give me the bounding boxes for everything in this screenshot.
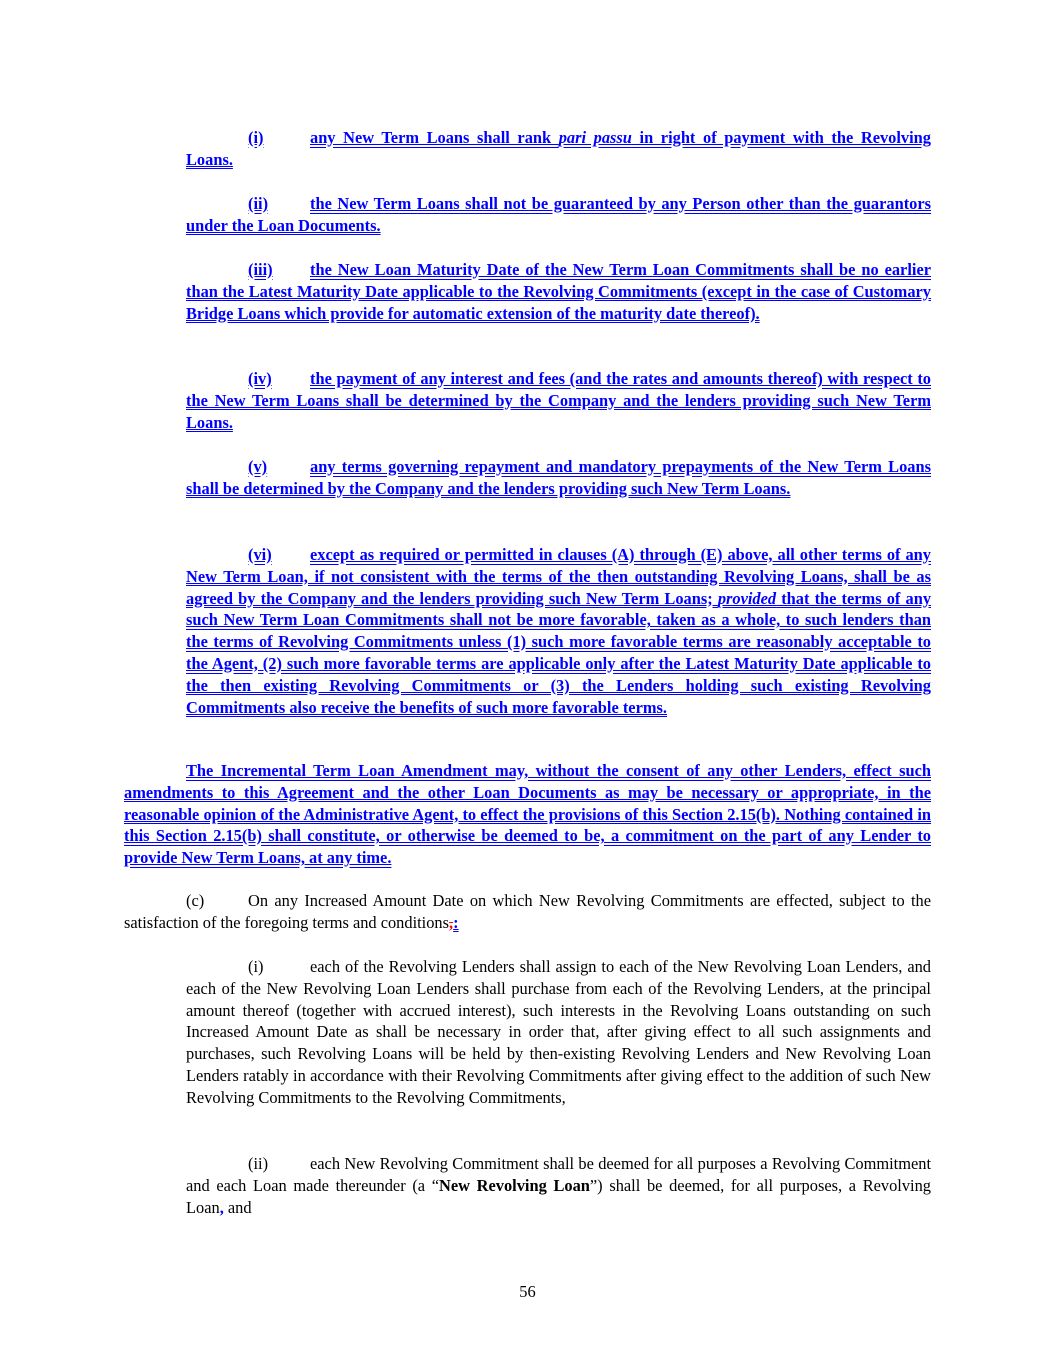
clause-number: (vi) [248,545,272,564]
paragraph-text: The Incremental Term Loan Amendment may, without the consent of any other Lenders, effect such amendments to this Agreement and the other Loan Documents as may be necessary or appropriate, in the reasonable opinion of the Administrative Agent, to effect the provisions of this Section 2.15(b). Nothing contained in this Section 2.15(b) shall constitute, or otherwise be deemed to be, a commitment on the part of any Lender to provide New Term Loans, at any time. [124,761,931,868]
clause-number: (ii) [248,194,269,213]
section-text: On any Increased Amount Date on which New Revolving Commitments are effected, subject to the satisfaction of the foregoing terms and conditions [124,891,931,932]
page-number: 56 [519,1282,536,1301]
clause-number: (i) [248,957,264,976]
inserted-mark: , [219,1197,224,1217]
clause-b-ii [186,193,931,237]
clause-text: except as required or permitted in clauses (A) through (E) above, all other terms of any New Term Loan, if not consistent with the terms of the then outstanding Revolving Loans, shall be as agreed by the Company and the lenders providing such New Term Loans; provided that the terms of any such New Term Loan Commitments shall not be more favorable, taken as a whole, to such lenders than the terms of Revolving Commitments unless (1) such more favorable terms are reasonably acceptable to the Agent, (2) such more favorable terms are applicable only after the Latest Maturity Date applicable to the then existing Revolving Commitments or (3) the Lenders holding such existing Revolving Commitments also receive the benefits of such more favorable terms. [186,545,932,717]
clause-text: the payment of any interest and fees (and the rates and amounts thereof) with respect to the New Term Loans shall be determined by the Company and the lenders providing such New Term Loans. [186,369,931,432]
section-c [124,890,931,934]
clause-b-vi [186,544,931,718]
clause-text: the New Loan Maturity Date of the New Term Loan Commitments shall be no earlier than the Latest Maturity Date applicable to the Revolving Commitments (except in the case of Customary Bridge Loans which provide for automatic extension of the maturity date thereof). [186,260,931,323]
inserted-mark: : [453,912,459,932]
clause-c-ii [186,1153,931,1218]
clause-number: (v) [248,457,268,476]
clause-b-i [186,127,931,171]
defined-term: New Revolving Loan [439,1175,590,1195]
clause-number: (iv) [248,369,272,388]
clause-b-iii [186,259,931,324]
clause-number: (i) [248,128,264,147]
clause-b-v [186,456,931,500]
clause-text: the New Term Loans shall not be guaranteed by any Person other than the guarantors under the Loan Documents. [186,194,931,235]
clause-number: (ii) [248,1154,269,1173]
clause-c-i [186,956,931,1109]
clause-number: (iii) [248,260,273,279]
clause-text: each of the Revolving Lenders shall assign to each of the New Revolving Loan Lenders, and each of the New Revolving Loan Lenders shall purchase from each of the Revolving Lenders, at the principal amount thereof (together with accrued interest), such interests in the Revolving Loans outstanding on such Increased Amount Date as shall be necessary in order that, after giving effect to all such assignments and purchases, such Revolving Loans will be held by then-existing Revolving Lenders and New Revolving Loan Lenders ratably in accordance with their Revolving Commitments after giving effect to the addition of such New Revolving Commitments to the Revolving Commitments, [186,957,931,1107]
section-number: (c) [186,891,205,910]
clause-b-iv [186,368,931,433]
incremental-amendment-paragraph [124,760,931,869]
deleted-mark: , [449,912,454,932]
clause-text: any New Term Loans shall rank pari passu in right of payment with the Revolving Loans. [186,128,931,169]
clause-text: any terms governing repayment and mandatory prepayments of the New Term Loans shall be determined by the Company and the lenders providing such New Term Loans. [186,457,931,498]
clause-text: each New Revolving Commitment shall be deemed for all purposes a Revolving Commitment and each Loan made thereunder (a “New Revolving Loan”) shall be deemed, for all purposes, a Revolving Loan, and [186,1154,932,1217]
